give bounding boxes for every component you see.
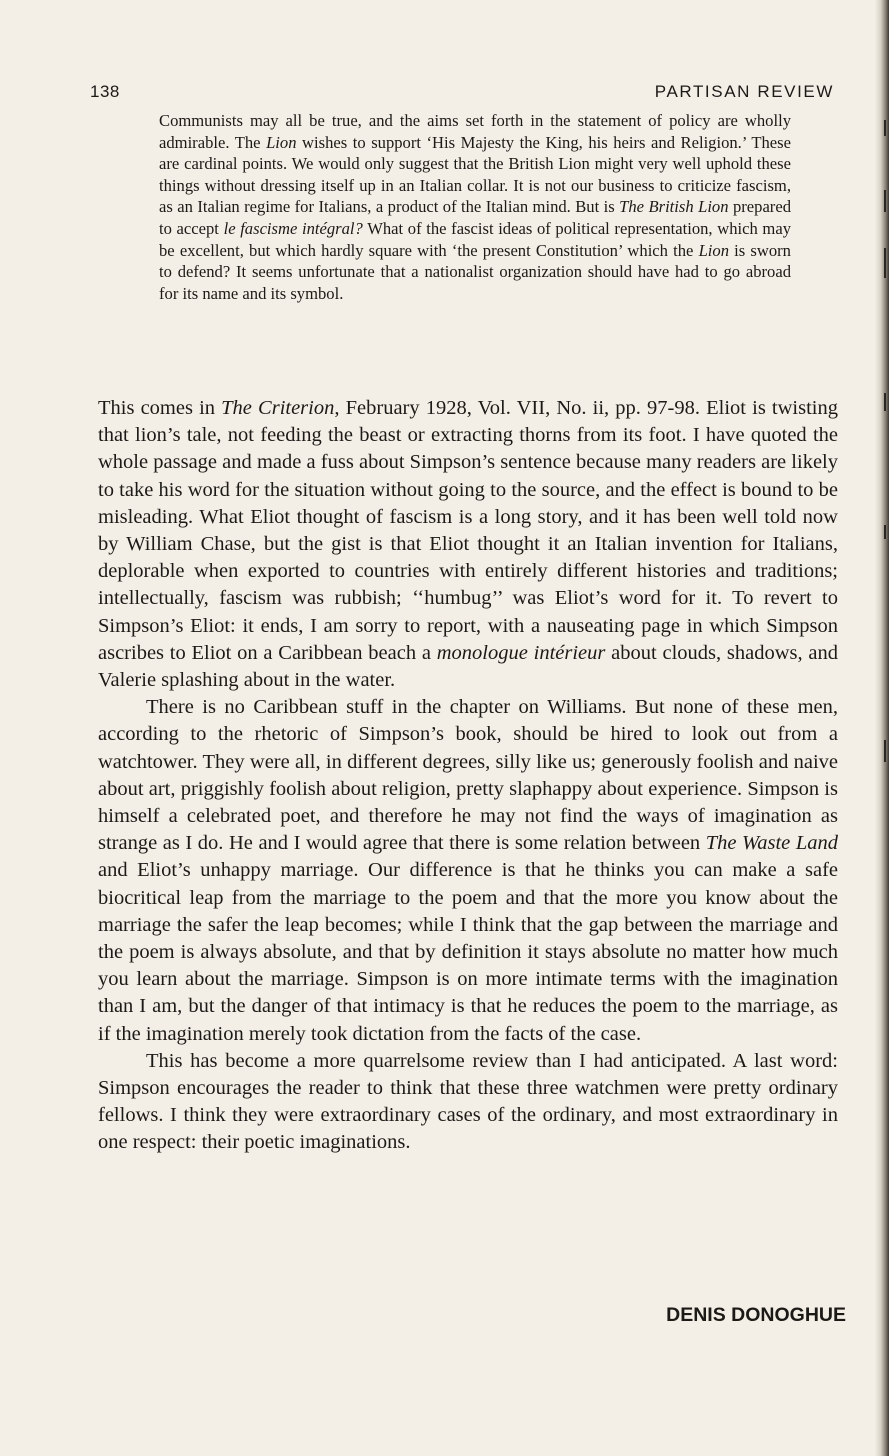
- quote-text: prepared to accept: [159, 197, 791, 238]
- author-signature: DENIS DONOGHUE: [666, 1304, 846, 1326]
- page-edge-shadow: [875, 0, 889, 1456]
- body-italic: The Waste Land: [705, 832, 838, 855]
- edge-mark: [884, 525, 886, 539]
- body-italic: The Criterion: [221, 397, 335, 419]
- body-text: This comes in: [98, 397, 222, 419]
- edge-mark: [884, 393, 886, 411]
- running-head: PARTISAN REVIEW: [654, 82, 834, 101]
- quote-text: wishes to support ‘His Majesty the King, his heirs and Religion.’ These are cardinal points. We would only suggest that the British Lion might very well uphold these things without dressing itself up in an Italian collar. It is not our business to criticize fascism, as an Italian regime for Italians, a product of the Italian mind. But is: [159, 132, 791, 217]
- page-number: 138: [90, 82, 120, 101]
- body-text: about clouds, shadows, and Valerie splashing about in the water.: [98, 641, 838, 692]
- edge-mark: [884, 248, 886, 278]
- body-italic: monologue intérieur: [436, 641, 606, 664]
- page-header: [90, 82, 834, 108]
- quote-italic: Lion: [698, 240, 730, 260]
- body-text: , February 1928, Vol. VII, No. ii, pp. 97-98. Eliot is twisting that lion’s tale, not feeding the beast or extracting thorns from its foot. I have quoted the whole passage and made a fuss about Simpson’s sentence because many readers are likely to take his word for the situation without going to the source, and the effect is bound to be misleading. What Eliot thought of fascism is a long story, and it has been well told now by William Chase, but the gist is that Eliot thought it an Italian invention for Italians, deplorable when exported to countries with entirely different histories and traditions; intellectually, fascism was rubbish; ‘‘humbug’’ was Eliot’s word for it. To revert to Simpson’s Eliot: it ends, I am sorry to report, with a nauseating page in which Simpson ascribes to Eliot on a Caribbean beach a: [98, 397, 838, 664]
- quote-italic: The British Lion: [619, 197, 729, 217]
- edge-mark: [884, 120, 886, 136]
- body-text: There is no Caribbean stuff in the chapter on Williams. But none of these men, according to the rhetoric of Simpson’s book, should be hired to look out from a watchtower. They were all, in different degrees, silly like us; generously foolish and naive about art, priggishly foolish about religion, pretty slaphappy about experience. Simpson is himself a celebrated poet, and therefore he may not find the ways of imagination as strange as I do. He and I would agree that there is some relation between: [98, 696, 838, 855]
- article-body: [98, 395, 838, 1157]
- edge-mark: [884, 740, 886, 762]
- quote-text: is sworn to defend? It seems unfortunate that a nationalist organization should have had to go abroad for its name and its symbol.: [159, 240, 791, 303]
- paragraph-3: This has become a more quarrelsome review than I had anticipated. A last word: Simpson encourages the reader to think that these three watchmen were pretty ordinary fellows. I think they were extraordinary cases of the ordinary, and most extraordinary in one respect: their poetic imaginations.: [98, 1049, 838, 1154]
- edge-mark: [884, 190, 886, 212]
- paragraph-1: [98, 395, 838, 694]
- block-quote: [159, 110, 791, 304]
- quote-italic: le fascisme intégral?: [223, 218, 363, 238]
- quote-italic: Lion: [266, 132, 297, 152]
- quote-text: Communists may all be true, and the aims set forth in the statement of policy are wholly admirable. The: [159, 111, 791, 152]
- quote-text: What of the fascist ideas of political representation, which may be excellent, but which hardly square with ‘the present Constitution’ which the: [159, 218, 791, 260]
- body-text: and Eliot’s unhappy marriage. Our difference is that he thinks you can make a safe biocritical leap from the marriage to the poem and that the more you know about the marriage the safer the leap becomes; while I think that the gap between the marriage and the poem is always absolute, and that by definition it stays absolute no matter how much you learn about the marriage. Simpson is on more intimate terms with the imagination than I am, but the danger of that intimacy is that he reduces the poem to the marriage, as if the imagination merely took dictation from the facts of the case.: [98, 859, 838, 1045]
- paragraph-2: [98, 694, 838, 1048]
